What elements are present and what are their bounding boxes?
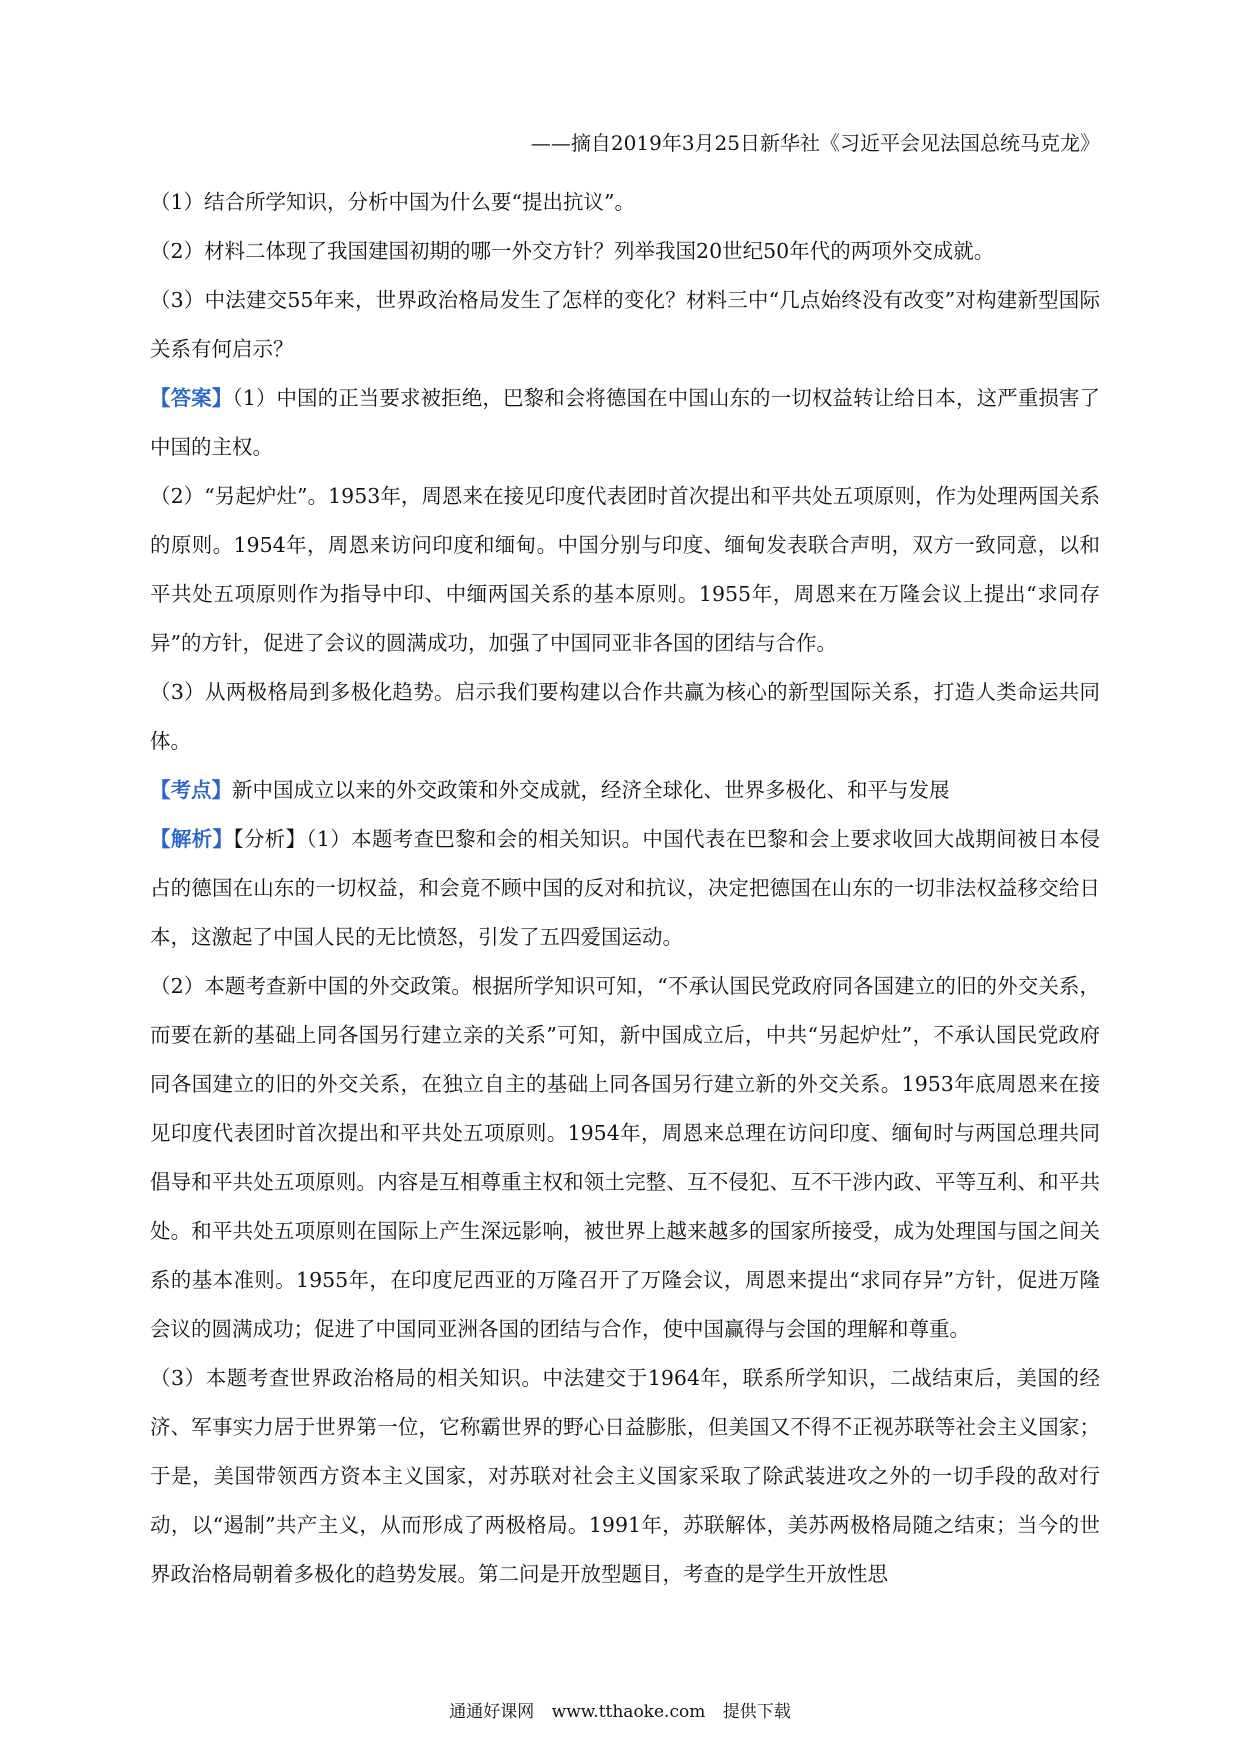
source-citation: ——摘自2019年3月25日新华社《习近平会见法国总统马克龙》 — [530, 131, 1100, 155]
question-3: （3）中法建交55年来，世界政治格局发生了怎样的变化？材料三中“几点始终没有改变”对构建新型国际关系有何启示？ — [150, 288, 1100, 361]
document-page — [150, 128, 1100, 1599]
question-1: （1）结合所学知识，分析中国为什么要“提出抗议”。 — [150, 190, 636, 214]
answer-part-1 — [150, 374, 1100, 472]
footer-download-text: 提供下载 — [722, 1702, 791, 1722]
answer-part-3: （3）从两极格局到多极化趋势。启示我们要构建以合作共赢为核心的新型国际关系，打造人类命运共同体。 — [150, 680, 1100, 753]
kaodian-tag: 【考点】 — [150, 778, 232, 802]
question-2: （2）材料二体现了我国建国初期的哪一外交方针？列举我国20世纪50年代的两项外交成就。 — [150, 239, 995, 263]
jiexi-part-3: （3）本题考查世界政治格局的相关知识。中法建交于1964年，联系所学知识，二战结束后，美国的经济、军事实力居于世界第一位，它称霸世界的野心日益膨胀，但美国又不得不正视苏联等社会主义国家；于是，美国带领西方资本主义国家，对苏联对社会主义国家采取了除武装进攻之外的一切手段的敌对行动，以“遏制”共产主义，从而形成了两极格局。1991年，苏联解体，美苏两极格局随之结束；当今的世界政治格局朝着多极化的趋势发展。第二问是开放型题目，考查的是学生开放性思 — [150, 1366, 1100, 1586]
jiexi-tag: 【解析】 — [150, 827, 234, 851]
jiexi-part-1 — [150, 815, 1100, 962]
footer-site-name: 通通好课网 — [449, 1702, 535, 1722]
footer-url-link[interactable]: www.tthaoke.com — [551, 1702, 706, 1722]
page-footer — [0, 1700, 1240, 1724]
jiexi-part-2: （2）本题考查新中国的外交政策。根据所学知识可知，“不承认国民党政府同各国建立的旧的外交关系，而要在新的基础上同各国另行建立亲的关系”可知，新中国成立后，中共“另起炉灶”，不承认国民党政府同各国建立的旧的外交关系，在独立自主的基础上同各国另行建立新的外交关系。1953年底周恩来在接见印度代表团时首次提出和平共处五项原则。1954年，周恩来总理在访问印度、缅甸时与两国总理共同倡导和平共处五项原则。内容是互相尊重主权和领土完整、互不侵犯、互不干涉内政、平等互利、和平共处。和平共处五项原则在国际上产生深远影响，被世界上越来越多的国家所接受，成为处理国与国之间关系的基本准则。1955年，在印度尼西亚的万隆召开了万隆会议，周恩来提出“求同存异”方针，促进万隆会议的圆满成功；促进了中国同亚洲各国的团结与合作，使中国赢得与会国的理解和尊重。 — [150, 974, 1100, 1341]
kaodian-line — [150, 766, 1100, 815]
answer-text-1: （1）中国的正当要求被拒绝，巴黎和会将德国在中国山东的一切权益转让给日本，这严重损害了中国的主权。 — [150, 386, 1101, 459]
kaodian-text: 新中国成立以来的外交政策和外交成就，经济全球化、世界多极化、和平与发展 — [232, 778, 950, 802]
answer-tag: 【答案】 — [150, 386, 233, 410]
jiexi-text-1: 【分析】（1）本题考查巴黎和会的相关知识。中国代表在巴黎和会上要求收回大战期间被日本侵占的德国在山东的一切权益，和会竟不顾中国的反对和抗议，决定把德国在山东的一切非法权益移交给日本，这激起了中国人民的无比愤怒，引发了五四爱国运动。 — [150, 827, 1101, 949]
answer-part-2: （2）“另起炉灶”。1953年，周恩来在接见印度代表团时首次提出和平共处五项原则，作为处理两国关系的原则。1954年，周恩来访问印度和缅甸。中国分别与印度、缅甸发表联合声明，双方一致同意，以和平共处五项原则作为指导中印、中缅两国关系的基本原则。1955年，周恩来在万隆会议上提出“求同存异”的方针，促进了会议的圆满成功，加强了中国同亚非各国的团结与合作。 — [150, 484, 1100, 655]
